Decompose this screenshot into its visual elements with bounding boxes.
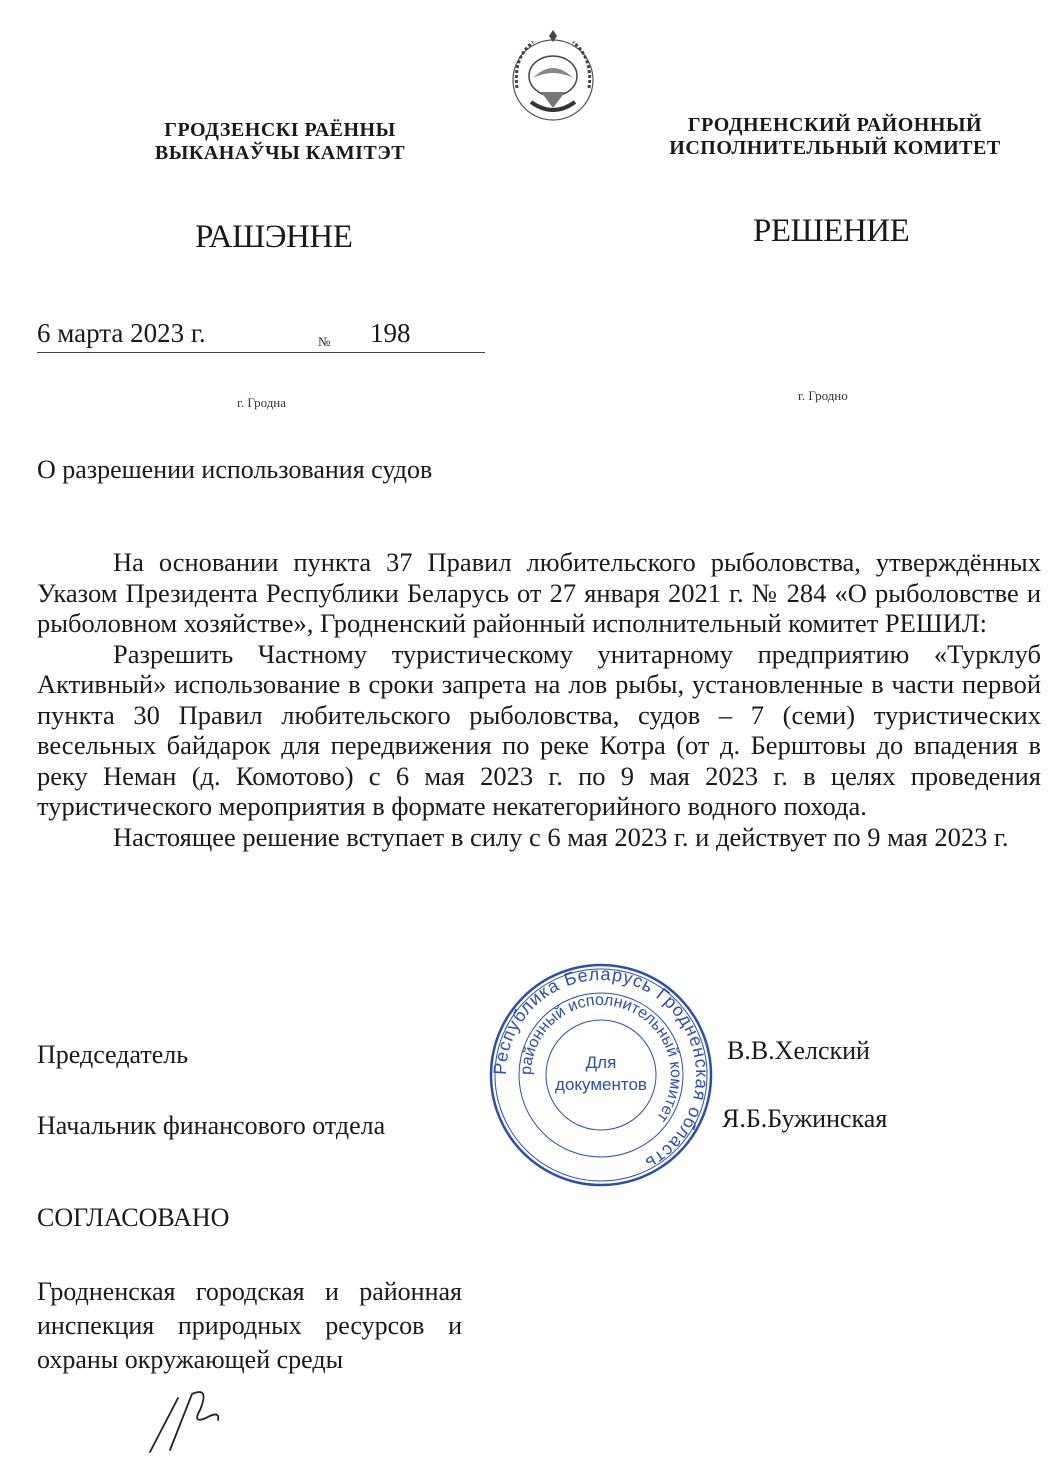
- place-belarusian: г. Гродна: [237, 395, 287, 410]
- stamp-center-line1: Для: [585, 1053, 617, 1072]
- doc-type-belarusian: РАШЭННЕ: [195, 219, 353, 255]
- org-ru-line2: ИСПОЛНИТЕЛЬНЫЙ КОМИТЕТ: [669, 137, 1001, 159]
- stamp-inner-text: районный исполнительный комитет: [517, 991, 685, 1126]
- approval-label: СОГЛАСОВАНО: [37, 1203, 230, 1232]
- document-subject: О разрешении использования судов: [37, 455, 433, 484]
- stamp-center-line2: документов: [555, 1075, 647, 1094]
- org-be-line2: ВЫКАНАЎЧЫ КАМІТЭТ: [154, 142, 406, 164]
- handwritten-signature: [140, 1380, 250, 1457]
- state-emblem-icon: [503, 28, 603, 128]
- stamp-outer-text: Республика Беларусь Гродненская область: [489, 963, 713, 1175]
- finance-head-name: Я.Б.Бужинская: [722, 1104, 888, 1133]
- document-date: 6 марта 2023 г.: [37, 318, 206, 348]
- document-number: 198: [370, 318, 411, 348]
- chair-title: Председатель: [37, 1040, 189, 1069]
- official-stamp: [486, 960, 716, 1190]
- body-paragraph: Настоящее решение вступает в силу с 6 мая 2023 г. и действует по 9 мая 2023 г.: [113, 821, 1009, 852]
- date-number-underline: [37, 352, 485, 353]
- number-mark: №: [318, 334, 331, 349]
- body-paragraph: Разрешить Частному туристическому унитарному предприятию «Турклуб Активный» использование в сроки запрета на лов рыбы, установленные в части первой пункта 30 Правил любительского рыболовства, судов – 7 (семи) туристических весельных байдарок для передвижения по реке Котра (от д. Берштовы до впадения в реку Неман (д. Комотово) с 6 мая 2023 г. по 9 мая 2023 г. в целях проведения туристического мероприятия в формате некатегорийного водного похода.: [37, 638, 1041, 821]
- org-name-russian: [615, 114, 1055, 160]
- document-body: [37, 547, 1041, 852]
- finance-head-title: Начальник финансового отдела: [37, 1111, 386, 1140]
- org-ru-line1: ГРОДНЕНСКИЙ РАЙОННЫЙ: [687, 114, 983, 136]
- org-be-line1: ГРОДЗЕНСКІ РАЁННЫ: [164, 119, 396, 141]
- org-name-belarusian: [100, 119, 460, 165]
- chair-name: В.В.Хелский: [727, 1036, 870, 1065]
- doc-type-russian: РЕШЕНИЕ: [753, 213, 910, 249]
- body-paragraph: На основании пункта 37 Правил любительского рыболовства, утверждённых Указом Президента Республики Беларусь от 27 января 2021 г. № 284 «О рыболовстве и рыболовном хозяйстве», Гродненский районный исполнительный комитет РЕШИЛ:: [37, 547, 1041, 638]
- approving-agency: Гродненская городская и районная инспекция природных ресурсов и охраны окружающей среды: [37, 1277, 462, 1374]
- place-russian: г. Гродно: [798, 388, 848, 403]
